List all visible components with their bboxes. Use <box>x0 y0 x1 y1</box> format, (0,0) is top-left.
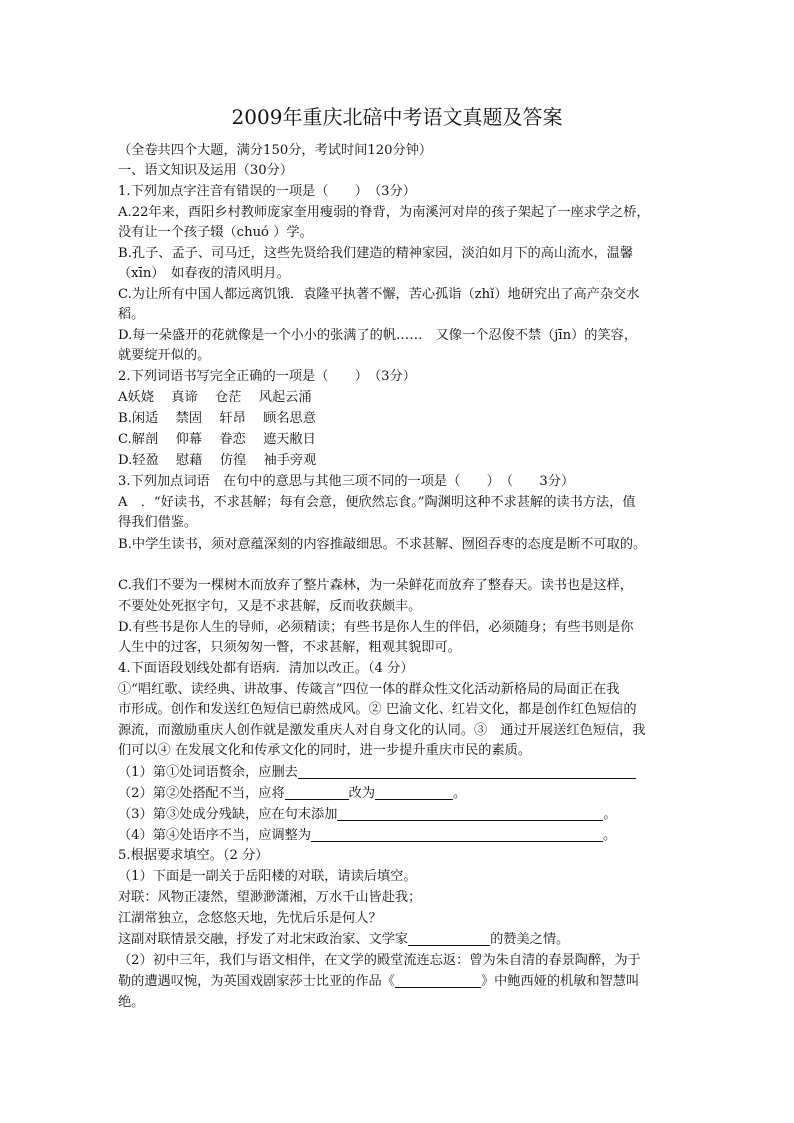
q1-option-a-line1: A.22年来，酉阳乡村教师庞家奎用瘦弱的脊背，为南溪河对岸的孩子架起了一座求学之桥， <box>118 205 650 220</box>
q2-option-c: C.解剖 仰幕 眷恋 遮天敝日 <box>118 432 316 447</box>
q1-option-b-line2: （xīn） 如春夜的清风明月。 <box>118 266 290 281</box>
q4-sub-4 <box>118 826 678 846</box>
q1-option-d-line2: 就要绽开似的。 <box>118 348 211 363</box>
q3-option-a-line2: 得我们借鉴。 <box>118 515 198 530</box>
q4-passage-line3: 源流，而激励重庆人创作就是激发重庆人对自身文化的认同。③ 通过开展送红色短信，我 <box>118 723 646 738</box>
q2-option-a: A妖娆 真谛 仓茫 风起云涌 <box>118 390 312 405</box>
q5-sub-1-fill <box>118 930 678 950</box>
period: 。 <box>603 807 617 822</box>
question-3: 3.下列加点词语 在句中的意思与其他三项不同的一项是（ ） （ 3分） <box>118 474 575 489</box>
answer-blank[interactable] <box>311 827 603 842</box>
q3-option-d-line1: D.有些书是你人生的导师，必须精读；有些书是你人生的伴侣，必须随身；有些书则是你 <box>118 620 634 635</box>
q1-option-c-line2: 稻。 <box>118 307 145 322</box>
answer-blank[interactable] <box>375 785 453 800</box>
q5-sub-2-line2 <box>118 972 678 992</box>
q5-sub-2-text: 勒的遭遇叹惋，为英国戏剧家莎士比亚的作品《 <box>118 974 395 989</box>
q4-sub-1 <box>118 763 678 783</box>
q4-sub-2-text: （2）第②处搭配不当，应将 <box>118 786 285 801</box>
question-4: 4.下面语段划线处都有语病．清加以改正。（4 分） <box>118 661 414 676</box>
q1-option-c-line1: C.为让所有中国人都远离饥饿．袁隆平执著不懈，苦心孤诣（zhǐ）地研究出了高产杂交水 <box>118 287 640 302</box>
q2-option-d: D.轻盈 慰藉 仿徨 袖手旁观 <box>118 453 317 468</box>
answer-blank[interactable] <box>408 931 490 946</box>
q1-option-b-line1: B.孔子、孟子、司马迁，这些先贤给我们建造的精神家园，淡泊如月下的高山流水，温馨 <box>118 246 634 261</box>
answer-blank[interactable] <box>395 973 481 988</box>
q1-option-d-line1: D.每一朵盛开的花就像是一个小小的张满了的帆…… 又像一个忍俊不禁（jīn）的笑容， <box>118 328 638 343</box>
q5-sub-1-end: 的赞美之情。 <box>490 932 570 947</box>
answer-blank[interactable] <box>285 785 349 800</box>
q5-sub-2-end: 》中鲍西娅的机敏和智慧叫 <box>480 974 640 989</box>
q3-option-a-line1: A ．“好读书，不求甚解；每有会意，便欣然忘食。”陶渊明这种不求甚解的读书方法，值 <box>118 495 636 510</box>
answer-blank[interactable] <box>337 806 603 821</box>
section-heading: 一、语文知识及运用（30分） <box>118 163 294 178</box>
q4-passage-line1: ①“唱红歌、读经典、讲故事、传箴言”四位一体的群众性文化活动新格局的局面正在我 <box>118 682 620 697</box>
q2-option-b: B.闲适 禁固 轩昂 顾名思意 <box>118 411 316 426</box>
q5-sub-1-text: 这副对联情景交融，抒发了对北宋政治家、文学家 <box>118 932 409 947</box>
q4-sub-1-text: （1）第①处词语赘余，应删去 <box>118 765 298 780</box>
q5-sub-2-line1: （2）初中三年，我们与语文相伴，在文学的殿堂流连忘返：曾为朱自清的春景陶醉，为于 <box>118 953 641 968</box>
q4-sub-2 <box>118 784 678 804</box>
q5-sub-2-line3: 绝。 <box>118 995 145 1010</box>
couplet-line1: 对联：风物正凄然，望渺渺潇湘，万水千山皆赴我； <box>118 890 422 905</box>
answer-blank[interactable] <box>298 764 636 779</box>
q1-option-a-line2: 没有让一个孩子辍（chuó ）学。 <box>118 225 313 240</box>
q3-option-d-line2: 人生中的过客，只须匆匆一瞥，不求甚解，粗观其貌即可。 <box>118 640 461 655</box>
q4-passage-line2: 市形成。创作和发送红色短信已蔚然成风。② 巴渝文化、红岩文化，都是创作红色短信的 <box>118 702 637 717</box>
q3-option-b: B.中学生读书，须对意蕴深刻的内容推敲细思。不求甚解、囫囵吞枣的态度是断不可取的。 <box>118 537 647 552</box>
period: 。 <box>453 786 467 801</box>
question-2: 2.下列词语书写完全正确的一项是（ ） （3分） <box>118 369 416 384</box>
question-1: 1.下列加点字注音有错误的一项是（ ） （3分） <box>118 184 416 199</box>
q5-sub-1: （1）下面是一副关于岳阳楼的对联，请读后填空。 <box>118 869 417 884</box>
exam-info: （全卷共四个大题，满分150分，考试时间120分钟） <box>118 143 433 158</box>
question-5: 5.根据要求填空。（2 分） <box>118 848 269 863</box>
q4-sub-3-text: （3）第③处成分残缺，应在句末添加 <box>118 807 338 822</box>
q4-sub-4-text: （4）第④处语序不当，应调整为 <box>118 828 312 843</box>
q4-sub-2-mid: 改为 <box>348 786 376 801</box>
page-title: 2009年重庆北碚中考语文真题及答案 <box>231 105 563 129</box>
q4-passage-line4: 们可以④ 在发展文化和传承文化的同时，进一步提升重庆市民的素质。 <box>118 743 532 758</box>
couplet-line2: 江湖常独立，念悠悠天地，先忧后乐是何人？ <box>118 911 382 926</box>
q3-option-c-line2: 不要处处死抠字句，又是不求甚解，反而收获颇丰。 <box>118 599 422 614</box>
q4-sub-3 <box>118 805 678 825</box>
period: 。 <box>603 828 617 843</box>
q3-option-c-line1: C.我们不要为一棵树木而放弃了整片森林，为一朵鲜花而放弃了整春天。读书也是这样， <box>118 578 633 593</box>
